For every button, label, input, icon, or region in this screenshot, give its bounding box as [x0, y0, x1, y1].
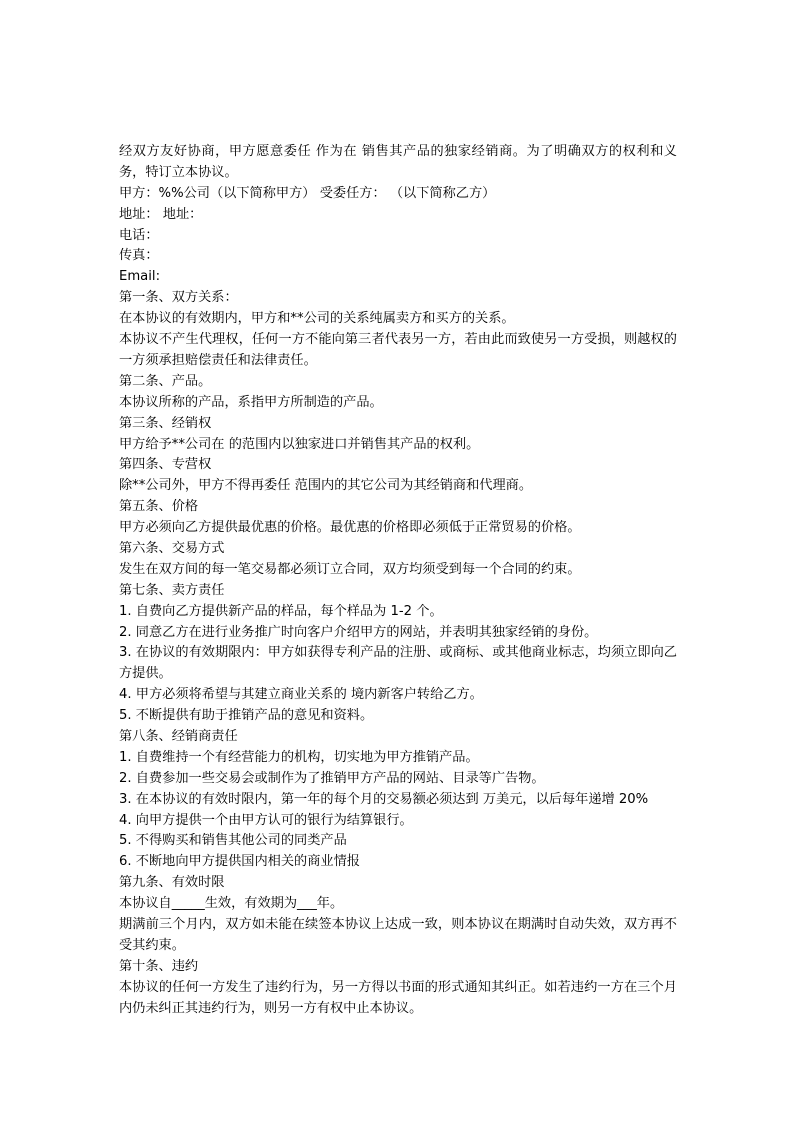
- article-9-paragraph-1: 本协议自_____生效，有效期为___年。: [119, 896, 344, 912]
- address-line: 地址： 地址：: [119, 206, 203, 222]
- article-8-item-5: 5. 不得购买和销售其他公司的同类产品: [119, 833, 347, 849]
- article-4-title: 第四条、专营权: [119, 457, 212, 473]
- article-8-item-4: 4. 向甲方提供一个由甲方认可的银行为结算银行。: [119, 812, 413, 828]
- article-7-item-3: 3. 在协议的有效期限内：甲方如获得专利产品的注册、或商标、或其他商业标志，均须立即向乙方提供。: [119, 645, 677, 682]
- article-8-item-3: 3. 在本协议的有效时限内，第一年的每个月的交易额必须达到 万美元，以后每年递增 20%: [119, 791, 649, 807]
- article-2-paragraph-1: 本协议所称的产品，系指甲方所制造的产品。: [119, 394, 383, 410]
- article-9-title: 第九条、有效时限: [119, 875, 225, 891]
- article-5-title: 第五条、价格: [119, 499, 199, 515]
- article-8-item-2: 2. 自费参加一些交易会或制作为了推销甲方产品的网站、目录等广告物。: [119, 770, 545, 786]
- fax-line: 传真：: [119, 248, 159, 264]
- article-6-paragraph-1: 发生在双方间的每一笔交易都必须订立合同，双方均须受到每一个合同的约束。: [119, 561, 581, 577]
- article-5-paragraph-1: 甲方必须向乙方提供最优惠的价格。最优惠的价格即必须低于正常贸易的价格。: [119, 520, 581, 536]
- email-line: Email:: [119, 269, 161, 285]
- article-3-paragraph-1: 甲方给予**公司在 的范围内以独家进口并销售其产品的权利。: [119, 436, 480, 452]
- article-7-item-2: 2. 同意乙方在进行业务推广时向客户介绍甲方的网站，并表明其独家经销的身份。: [119, 624, 598, 640]
- article-8-item-6: 6. 不断地向甲方提供国内相关的商业情报: [119, 854, 360, 870]
- article-7-title: 第七条、卖方责任: [119, 582, 225, 598]
- article-6-title: 第六条、交易方式: [119, 540, 225, 556]
- article-7-item-5: 5. 不断提供有助于推销产品的意见和资料。: [119, 708, 374, 724]
- article-7-item-4: 4. 甲方必须将希望与其建立商业关系的 境内新客户转给乙方。: [119, 687, 483, 703]
- article-4-paragraph-1: 除**公司外，甲方不得再委任 范围内的其它公司为其经销商和代理商。: [119, 478, 533, 494]
- parties-line: 甲方：%%公司（以下简称甲方） 受委任方： （以下简称乙方）: [119, 185, 496, 201]
- article-2-title: 第二条、产品。: [119, 373, 212, 389]
- article-10-paragraph-1: 本协议的任何一方发生了违约行为，另一方得以书面的形式通知其纠正。如若违约一方在三个月内仍未纠正其违约行为，则另一方有权中止本协议。: [119, 979, 677, 1016]
- article-3-title: 第三条、经销权: [119, 415, 212, 431]
- article-1-title: 第一条、双方关系：: [119, 290, 238, 306]
- article-9-paragraph-2: 期满前三个月内，双方如未能在续签本协议上达成一致，则本协议在期满时自动失效，双方再不受其约束。: [119, 917, 677, 953]
- document-body: [119, 142, 677, 1020]
- article-1-paragraph-1: 在本协议的有效期内，甲方和**公司的关系纯属卖方和买方的关系。: [119, 311, 515, 327]
- article-8-item-1: 1. 自费维持一个有经营能力的机构，切实地为甲方推销产品。: [119, 749, 479, 765]
- article-1-paragraph-2: 本协议不产生代理权，任何一方不能向第三者代表另一方，若由此而致使另一方受损，则越权的一方须承担赔偿责任和法律责任。: [119, 332, 677, 368]
- phone-line: 电话：: [119, 227, 159, 243]
- article-10-title: 第十条、违约: [119, 958, 199, 974]
- intro-paragraph: 经双方友好协商，甲方愿意委任 作为在 销售其产品的独家经销商。为了明确双方的权利和义务，特订立本协议。: [119, 144, 677, 180]
- article-7-item-1: 1. 自费向乙方提供新产品的样品，每个样品为 1-2 个。: [119, 603, 443, 619]
- article-8-title: 第八条、经销商责任: [119, 729, 238, 745]
